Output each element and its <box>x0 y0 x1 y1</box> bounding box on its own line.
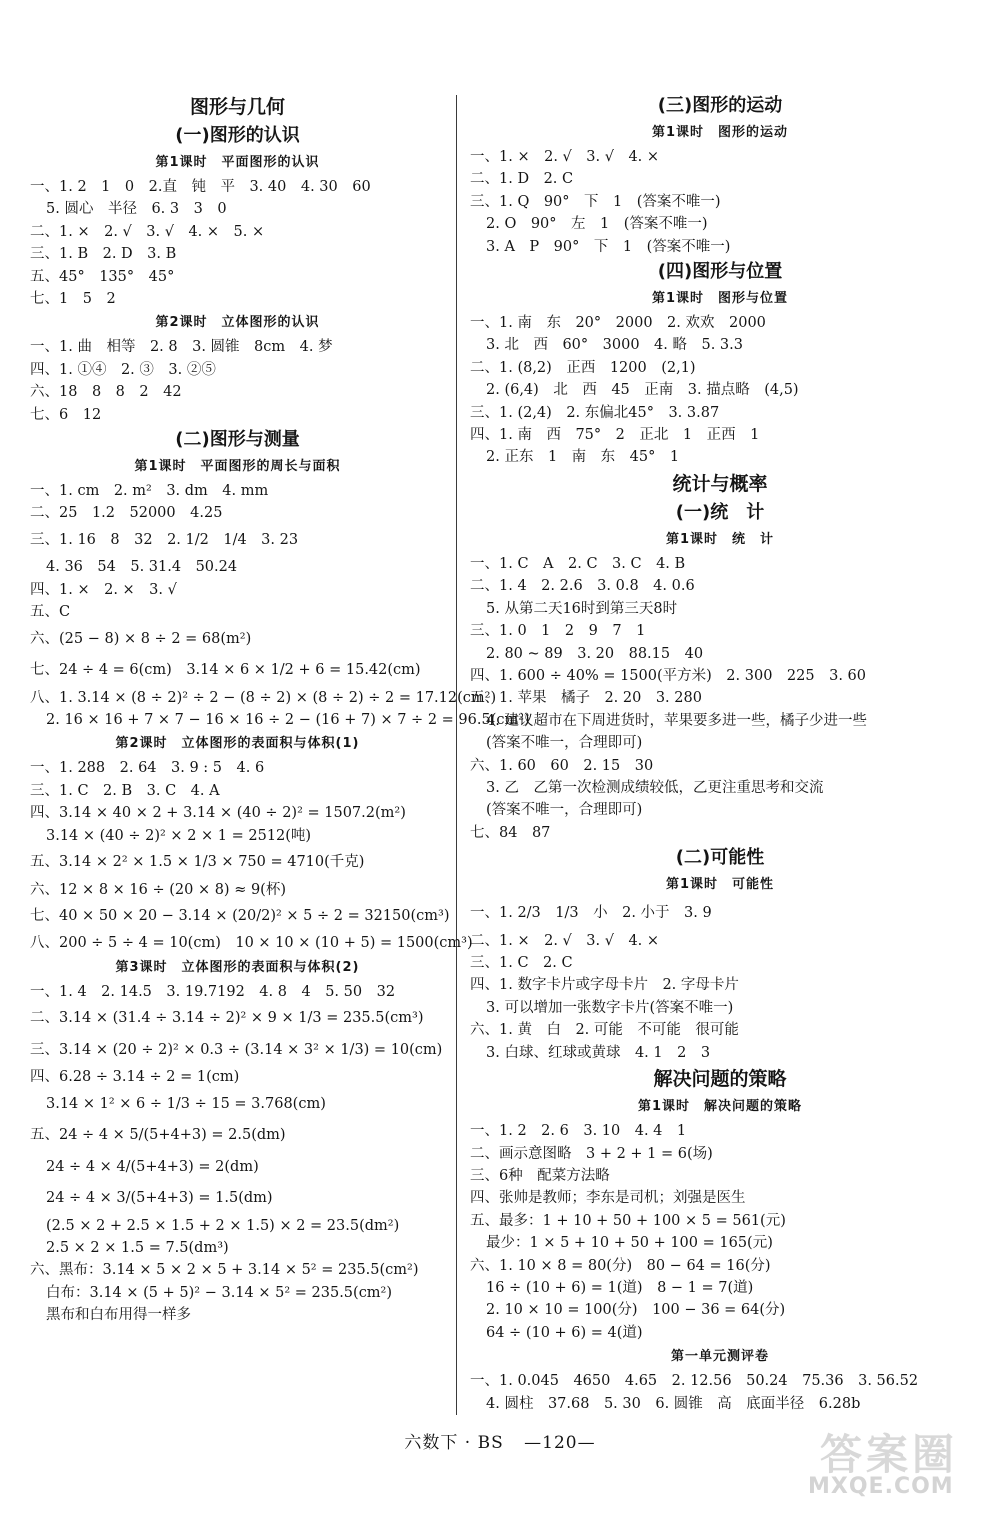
answer-line: 二、1. × 2. √ 3. √ 4. × <box>470 932 660 949</box>
section-title: (二)可能性 <box>675 847 765 869</box>
answer-line: 七、1 5 2 <box>30 291 116 308</box>
answer-line: 七、40 × 50 × 20 − 3.14 × (20/2)² × 5 ÷ 2 = 32150(cm³) <box>30 907 450 924</box>
answer-line: (2.5 × 2 + 2.5 × 1.5 + 2 × 1.5) × 2 = 23.5(dm²) <box>46 1217 400 1234</box>
answer-line: (答案不唯一，合理即可) <box>486 802 643 819</box>
answer-line: 六、12 × 8 × 16 ÷ (20 × 8) ≈ 9(杯) <box>30 881 286 898</box>
answer-line: 六、18 8 8 2 42 <box>30 384 182 401</box>
answer-line: 二、3.14 × (31.4 ÷ 3.14 ÷ 2)² × 9 × 1/3 = 235.5(cm³) <box>30 1010 424 1027</box>
answer-line: 二、画示意图略 3 + 2 + 1 = 6(场) <box>470 1145 713 1162</box>
answer-line: 2. 正东 1 南 东 45° 1 <box>486 449 680 466</box>
lesson-title: 第1课时 可能性 <box>665 877 775 893</box>
answer-line: 白布：3.14 × (5 + 5)² − 3.14 × 5² = 235.5(cm²) <box>46 1284 393 1301</box>
chapter-title-strategies: 解决问题的策略 <box>653 1068 787 1091</box>
section-title: (四)图形与位置 <box>657 261 783 283</box>
column-divider <box>456 95 457 1415</box>
answer-line: 2.5 × 2 × 1.5 = 7.5(dm³) <box>46 1240 229 1257</box>
answer-line: 三、1. C 2. B 3. C 4. A <box>30 782 220 799</box>
answer-line: 四、1. 数字卡片或字母卡片 2. 字母卡片 <box>470 977 739 994</box>
answer-line: 一、1. 4 2. 14.5 3. 19.7192 4. 8 4 5. 50 32 <box>30 983 396 1000</box>
answer-line: 二、1. 4 2. 2.6 3. 0.8 4. 0.6 <box>470 578 695 595</box>
answer-line: 3.14 × 1² × 6 ÷ 1/3 ÷ 15 = 3.768(cm) <box>46 1095 326 1112</box>
answer-line: 三、1. B 2. D 3. B <box>30 246 177 263</box>
lesson-title: 第2课时 立体图形的表面积与体积(1) <box>115 736 360 752</box>
answer-line: 24 ÷ 4 × 3/(5+4+3) = 1.5(dm) <box>46 1190 273 1207</box>
lesson-title: 第1课时 图形的运动 <box>651 125 789 140</box>
answer-line: 三、1. Q 90° 下 1 (答案不唯一) <box>470 193 721 210</box>
answer-line: 六、1. 黄 白 2. 可能 不可能 很可能 <box>470 1022 739 1039</box>
test-title: 第一单元测评卷 <box>670 1349 769 1365</box>
lesson-title: 第1课时 平面图形的认识 <box>155 155 320 170</box>
answer-line: 四、1. × 2. × 3. √ <box>30 581 177 598</box>
answer-line: 二、1. (8,2) 正西 1200 (2,1) <box>470 359 696 376</box>
lesson-title: 第1课时 统 计 <box>665 531 775 547</box>
answer-line: 3. A P 90° 下 1 (答案不唯一) <box>486 238 731 255</box>
answer-line: 三、1. C 2. C <box>470 955 573 972</box>
answer-line: 六、(25 − 8) × 8 ÷ 2 = 68(m²) <box>30 630 252 647</box>
chapter-title-geometry: 图形与几何 <box>189 96 285 118</box>
lesson-title: 第2课时 立体图形的认识 <box>155 315 320 331</box>
answer-line: 2. (6,4) 北 西 45 正南 3. 描点略 (4,5) <box>486 382 799 399</box>
answer-line: 七、84 87 <box>470 824 551 841</box>
answer-line: 四、3.14 × 40 × 2 + 3.14 × (40 ÷ 2)² = 1507.2(m²) <box>30 805 406 822</box>
lesson-title: 第3课时 立体图形的表面积与体积(2) <box>115 959 360 975</box>
answer-line: 五、3.14 × 2² × 1.5 × 1/3 × 750 = 4710(千克) <box>30 854 365 871</box>
answer-line: 二、25 1.2 52000 4.25 <box>30 505 223 522</box>
answer-line: 四、张帅是教师；李东是司机；刘强是医生 <box>470 1190 746 1207</box>
answer-line: 3. 白球、红球或黄球 4. 1 2 3 <box>486 1044 711 1061</box>
answer-line: 3. 乙 乙第一次检测成绩较低，乙更注重思考和交流 <box>486 779 824 796</box>
lesson-title: 第1课时 图形与位置 <box>651 291 789 307</box>
answer-line: 三、1. 16 8 32 2. 1/2 1/4 3. 23 <box>30 531 299 548</box>
answer-line: 一、1. 曲 相等 2. 8 3. 圆锥 8cm 4. 梦 <box>30 339 333 356</box>
answer-line: 2. O 90° 左 1 (答案不唯一) <box>486 216 708 233</box>
answer-line: 2. 16 × 16 + 7 × 7 − 16 × 16 ÷ 2 − (16 + 7) × 7 ÷ 2 = 96.5(cm²) <box>46 712 530 728</box>
watermark-url: MXQE.COM <box>808 1474 954 1499</box>
answer-line: 一、1. 288 2. 64 3. 9 : 5 4. 6 <box>30 760 265 777</box>
answer-line: 八、200 ÷ 5 ÷ 4 = 10(cm) 10 × 10 × (10 + 5) = 1500(cm³) <box>30 935 473 952</box>
answer-line: 24 ÷ 4 × 4/(5+4+3) = 2(dm) <box>46 1158 259 1175</box>
answer-line: 四、6.28 ÷ 3.14 ÷ 2 = 1(cm) <box>30 1069 240 1086</box>
answer-line: 16 ÷ (10 + 6) = 1(道) 8 − 1 = 7(道) <box>486 1279 754 1296</box>
right-column <box>470 92 970 1415</box>
answer-line: 四、1. 南 西 75° 2 正北 1 正西 1 <box>470 427 760 444</box>
answer-line: 一、1. × 2. √ 3. √ 4. × <box>470 149 660 165</box>
answer-line: 64 ÷ (10 + 6) = 4(道) <box>486 1324 643 1341</box>
lesson-title: 第1课时 解决问题的策略 <box>637 1099 803 1115</box>
answer-line: 5. 从第二天16时到第三天8时 <box>486 600 678 617</box>
answer-line: 三、1. (2,4) 2. 东偏北45° 3. 3.87 <box>470 404 720 421</box>
answer-line: 三、3.14 × (20 ÷ 2)² × 0.3 ÷ (3.14 × 3² × 1/3) = 10(cm) <box>30 1041 443 1058</box>
answer-line: 六、黑布：3.14 × 5 × 2 × 5 + 3.14 × 5² = 235.5(cm²) <box>30 1262 419 1279</box>
answer-line: 六、1. 60 60 2. 15 30 <box>470 757 654 774</box>
answer-line: 一、1. C A 2. C 3. C 4. B <box>470 555 686 572</box>
answer-line: (答案不唯一，合理即可) <box>486 735 643 752</box>
answer-line: 一、1. cm 2. m² 3. dm 4. mm <box>30 483 269 500</box>
answer-line: 4. 圆柱 37.68 5. 30 6. 圆锥 高 底面半径 6.28b <box>486 1395 861 1412</box>
answer-line: 七、6 12 <box>30 406 102 423</box>
answer-line: 四、1. ①④ 2. ③ 3. ②⑤ <box>30 361 216 378</box>
answer-line: 二、1. D 2. C <box>470 171 574 188</box>
answer-line: 3. 北 西 60° 3000 4. 略 5. 3.3 <box>486 337 743 354</box>
answer-line: 最少：1 × 5 + 10 + 50 + 100 = 165(元) <box>486 1235 773 1252</box>
answer-line: 三、1. 0 1 2 9 7 1 <box>470 623 646 640</box>
answer-line: 四、1. 600 ÷ 40% = 1500(平方米) 2. 300 225 3. 60 <box>470 667 866 684</box>
answer-line: 二、1. × 2. √ 3. √ 4. × 5. × <box>30 223 265 240</box>
answer-line: 五、C <box>30 604 71 621</box>
watermark <box>780 1422 990 1508</box>
answer-line: 黑布和白布用得一样多 <box>46 1307 191 1324</box>
answer-line: 一、1. 2/3 1/3 小 2. 小于 3. 9 <box>470 905 712 922</box>
answer-line: 5. 圆心 半径 6. 3 3 0 <box>46 201 227 218</box>
answer-line: 五、最多：1 + 10 + 50 + 100 × 5 = 561(元) <box>470 1212 786 1229</box>
answer-line: 五、1. 苹果 橘子 2. 20 3. 280 <box>470 690 702 707</box>
answer-line: 3. 可以增加一张数字卡片(答案不唯一) <box>486 999 734 1016</box>
answer-line: 八、1. 3.14 × (8 ÷ 2)² ÷ 2 − (8 ÷ 2) × (8 ÷ 2) ÷ 2 = 17.12(cm²) <box>30 689 497 706</box>
section-title: (一)统 计 <box>675 501 765 523</box>
page-number: —120— <box>524 1433 596 1453</box>
answer-line: 五、45° 135° 45° <box>30 268 175 285</box>
answer-line: 六、1. 10 × 8 = 80(分) 80 − 64 = 16(分) <box>470 1257 771 1274</box>
chapter-title-statistics: 统计与概率 <box>672 472 768 495</box>
answer-line: 三、6种 配菜方法略 <box>470 1167 610 1184</box>
answer-line: 一、1. 2 1 0 2.直 钝 平 3. 40 4. 30 60 <box>30 179 371 195</box>
section-title: (一)图形的认识 <box>175 125 300 146</box>
answer-line: 2. 10 × 10 = 100(分) 100 − 36 = 64(分) <box>486 1302 786 1319</box>
answer-line: 五、24 ÷ 4 × 5/(5+4+3) = 2.5(dm) <box>30 1127 286 1144</box>
lesson-title: 第1课时 平面图形的周长与面积 <box>134 459 341 475</box>
section-title: (二)图形与测量 <box>175 429 300 451</box>
answer-line: 4. 建议超市在下周进货时，苹果要多进一些，橘子少进一些 <box>486 712 867 729</box>
answer-line: 一、1. 0.045 4650 4.65 2. 12.56 50.24 75.36 3. 56.52 <box>470 1373 919 1390</box>
subject-label: 六数下 · BS <box>404 1433 504 1453</box>
watermark-logo: 答案圈 <box>820 1430 959 1479</box>
section-title: (三)图形的运动 <box>657 95 783 116</box>
answer-line: 3.14 × (40 ÷ 2)² × 2 × 1 = 2512(吨) <box>46 827 312 844</box>
answer-line: 一、1. 2 2. 6 3. 10 4. 4 1 <box>470 1123 687 1140</box>
answer-line: 一、1. 南 东 20° 2000 2. 欢欢 2000 <box>470 315 766 332</box>
answer-line: 2. 80 ~ 89 3. 20 88.15 40 <box>486 645 704 662</box>
answer-line: 4. 36 54 5. 31.4 50.24 <box>46 559 238 576</box>
answer-line: 七、24 ÷ 4 = 6(cm) 3.14 × 6 × 1/2 + 6 = 15.42(cm) <box>30 662 421 679</box>
